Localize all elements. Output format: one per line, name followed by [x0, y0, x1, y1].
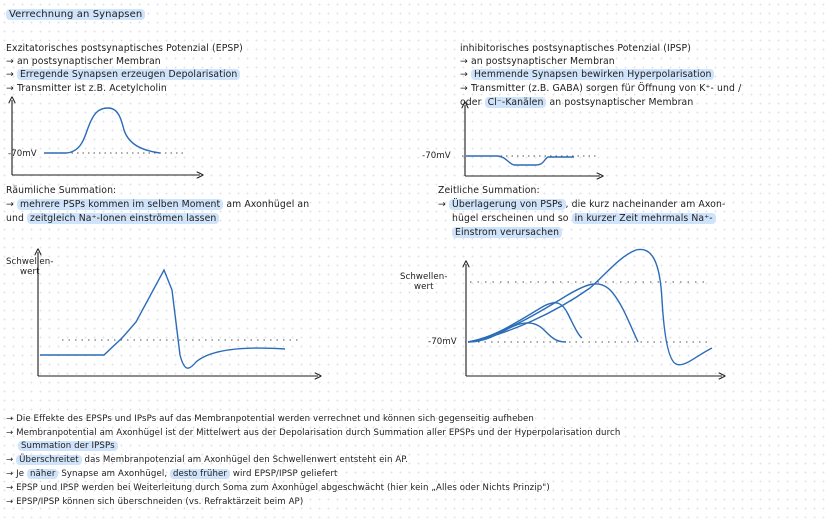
temporal-line-3: Einstrom verursachen: [452, 227, 562, 239]
note-6: → EPSP/IPSP können sich überschneiden (vs. Refraktärzeit beim AP): [6, 497, 304, 507]
ipsp-heading: inhibitorisches postsynaptisches Potenzial (IPSP): [460, 43, 691, 54]
note-2: → Membranpotential am Axonhügel ist der Mittelwert aus der Depolarisation durch Summation aller EPSPs und der Hyperpolarisation durch: [6, 428, 621, 438]
ipsp-line-3: → Transmitter (z.B. GABA) sorgen für Öffnung von K⁺- und /: [460, 83, 742, 94]
temporal-graph: [465, 249, 722, 376]
ipsp-line-4: oder Cl⁻-Kanälen an postsynaptischer Membran: [460, 97, 694, 108]
ipsp-resting-label: -70mV: [422, 151, 451, 161]
psp-curve-2: [468, 303, 582, 342]
ipsp-graph: [462, 105, 600, 176]
spatial-graph: [38, 252, 318, 376]
epsp-graph: [12, 100, 200, 175]
epsp-resting-label: -70mV: [8, 149, 37, 159]
spatial-line-2: und zeitgleich Na⁺-Ionen einströmen lassen: [6, 213, 219, 225]
epsp-line-2: → Erregende Synapsen erzeugen Depolarisation: [6, 69, 240, 81]
epsp-heading: Exzitatorisches postsynaptisches Potenzial (EPSP): [6, 43, 243, 54]
note-1: → Die Effekte des EPSPs und IPsPs auf das Membranpotential werden verrechnet und können sich gegenseitig aufheben: [6, 414, 534, 424]
psp-curve-3: [468, 284, 638, 342]
spatial-line-1: → mehrere PSPs kommen im selben Moment am Axonhügel an: [6, 199, 310, 210]
spatial-heading: Räumliche Summation:: [6, 185, 117, 196]
ipsp-curve: [466, 156, 574, 165]
spatial-threshold-label: Schwellen- wert: [6, 257, 54, 277]
note-3: → Überschreitet das Membranpotenzial am Axonhügel den Schwellenwert entsteht ein AP.: [6, 455, 409, 465]
temporal-line-2: hügel erscheinen und so in kurzer Zeit mehrmals Na⁺-: [452, 213, 716, 225]
temporal-line-1: → Überlagerung von PSPs , die kurz nacheinander am Axon-: [438, 199, 726, 210]
epsp-curve: [44, 108, 160, 153]
ipsp-line-2: → Hemmende Synapsen bewirken Hyperpolarisation: [460, 69, 714, 81]
page-title: Verrechnung an Synapsen: [6, 9, 145, 21]
temporal-heading: Zeitliche Summation:: [438, 185, 540, 196]
ipsp-line-1: → an postsynaptischer Membran: [460, 56, 615, 67]
note-4: → Je näher Synapse am Axonhügel, desto früher wird EPSP/IPSP geliefert: [6, 469, 338, 479]
psp-curve-4: [468, 249, 712, 364]
note-2-cont: Summation der IPSPs: [18, 440, 118, 452]
note-5: → EPSP und IPSP werden bei Weiterleitung durch Soma zum Axonhügel abgeschwächt (hier kein „Alles oder Nichts Prinzip"): [6, 483, 550, 493]
epsp-line-3: → Transmitter ist z.B. Acetylcholin: [6, 83, 167, 94]
epsp-line-1: → an postsynaptischer Membran: [6, 56, 161, 67]
temporal-threshold-label: Schwellen- wert: [400, 272, 448, 292]
spatial-curve: [40, 270, 285, 368]
temporal-resting-label: -70mV: [428, 337, 457, 347]
